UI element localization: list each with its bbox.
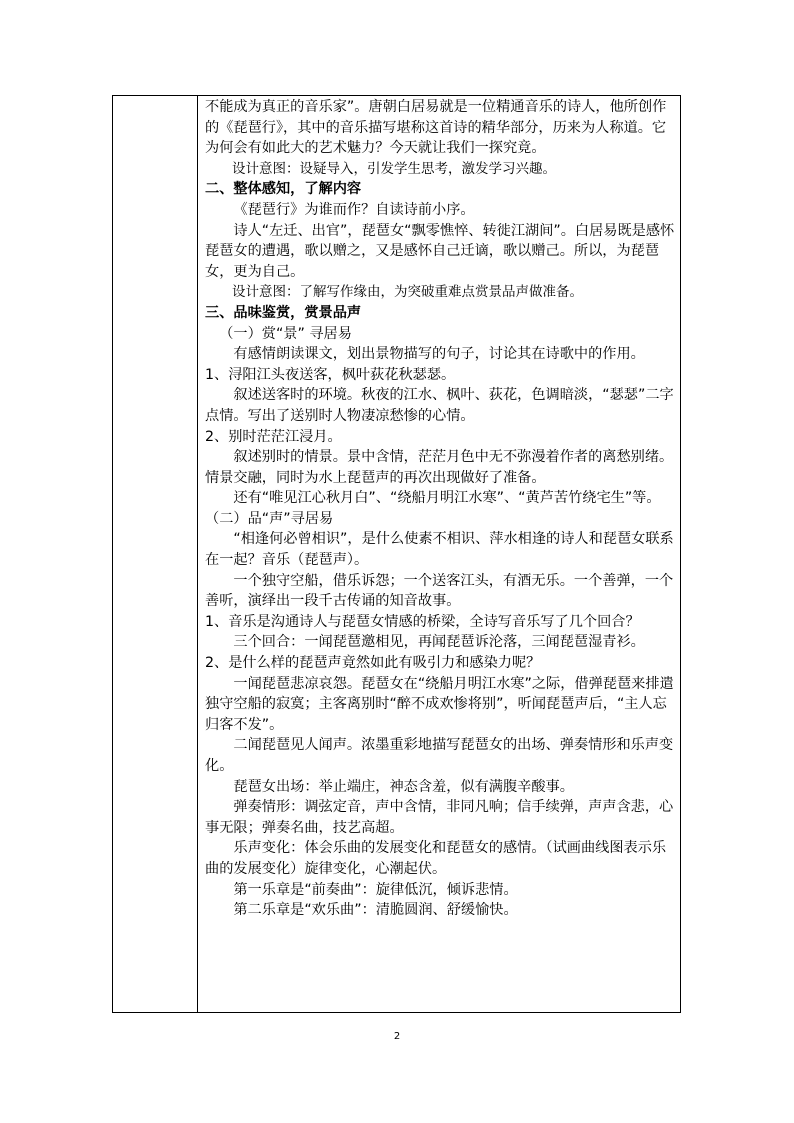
paragraph: 《琵琶行》为谁而作？自读诗前小序。 <box>233 201 475 218</box>
intro-paragraph: 不能成为真正的音乐家”。唐朝白居易就是一位精通音乐的诗人，他所创作的《琵琶行》，其中的音乐描写堪称这首诗的精华部分，历来为人称道。它为何会有如此大的艺术魅力？今天就让我们一探究竟。 <box>205 99 667 157</box>
paragraph: 一闻琵琶悲凉哀怨。琵琶女在“绕船月明江水寒”之际，借弹琵琶来排遣独守空船的寂寞；主客离别时“醉不成欢惨将别”，听闻琵琶声后，“主人忘归客不发”。 <box>205 675 674 733</box>
design-intent-2: 设计意图：了解写作缘由，为突破重难点赏景品声做准备。 <box>232 284 583 301</box>
section-heading-3: 三、品味鉴赏，赏景品声 <box>205 304 362 321</box>
subsection-heading-2: （二）品“声”寻居易 <box>205 510 334 527</box>
list-item: 2、是什么样的琵琶声竟然如此有吸引力和感染力呢？ <box>205 655 541 672</box>
subsection-heading-1: （一）赏“景” 寻居易 <box>219 325 352 342</box>
page-number: 2 <box>393 1031 401 1042</box>
list-item: 2、别时茫茫江浸月。 <box>205 428 342 445</box>
section-heading-2: 二、整体感知，了解内容 <box>205 181 362 198</box>
paragraph: 一个独守空船，借乐诉怨；一个送客江头，有酒无乐。一个善弹，一个善听，演绎出一段千古传诵的知音故事。 <box>205 572 674 610</box>
paragraph: 弹奏情形：调弦定音，声中含情，非同凡响；信手续弹，声声含悲，心事无限；弹奏名曲，技艺高超。 <box>205 799 674 836</box>
list-item: 1、浔阳江头夜送客，枫叶荻花秋瑟瑟。 <box>205 366 456 383</box>
paragraph: 第二乐章是“欢乐曲”：清脆圆润、舒缓愉快。 <box>233 902 518 919</box>
table-left-column <box>113 96 198 1012</box>
paragraph: 三个回合：一闻琵琶邀相见，再闻琵琶诉沦落，三闻琵琶湿青衫。 <box>233 634 645 651</box>
list-item: 1、音乐是沟通诗人与琵琶女情感的桥梁，全诗写音乐写了几个回合？ <box>205 613 640 630</box>
paragraph: “相逢何必曾相识”，是什么使素不相识、萍水相逢的诗人和琵琶女联系在一起？音乐（琵琶声）。 <box>205 531 674 569</box>
paragraph: 诗人“左迁、出官”，琵琶女“飘零憔悴、转徙江湖间”。白居易既是感怀琵琶女的遭遇，歌以赠之，又是感怀自己迁谪，歌以赠己。所以，为琵琶女，更为自己。 <box>205 222 675 280</box>
paragraph: 第一乐章是“前奏曲”：旋律低沉，倾诉悲情。 <box>233 881 518 898</box>
paragraph: 二闻琵琶见人闻声。浓墨重彩地描写琵琶女的出场、弹奏情形和乐声变化。 <box>205 737 674 774</box>
lesson-table <box>112 95 681 1013</box>
paragraph: 还有“唯见江心秋月白”、“绕船月明江水寒”、“黄芦苦竹绕宅生”等。 <box>233 490 661 507</box>
design-intent-1: 设计意图：设疑导入，引发学生思考，激发学习兴趣。 <box>232 160 556 177</box>
paragraph: 叙述送客时的环境。秋夜的江水、枫叶、荻花，色调暗淡，“瑟瑟”二字点情。写出了送别时人物凄凉愁惨的心情。 <box>205 387 674 424</box>
paragraph: 有感情朗读课文，划出景物描写的句子，讨论其在诗歌中的作用。 <box>233 346 645 363</box>
paragraph: 琵琶女出场：举止端庄，神态含羞，似有满腹辛酸事。 <box>233 778 574 795</box>
table-content-cell <box>205 97 677 921</box>
paragraph: 叙述别时的情景。景中含情，茫茫月色中无不弥漫着作者的离愁别绪。情景交融，同时为水上琵琶声的再次出现做好了准备。 <box>205 449 674 486</box>
paragraph: 乐声变化：体会乐曲的发展变化和琵琶女的感情。（试画曲线图表示乐曲的发展变化）旋律变化，心潮起伏。 <box>205 840 667 877</box>
